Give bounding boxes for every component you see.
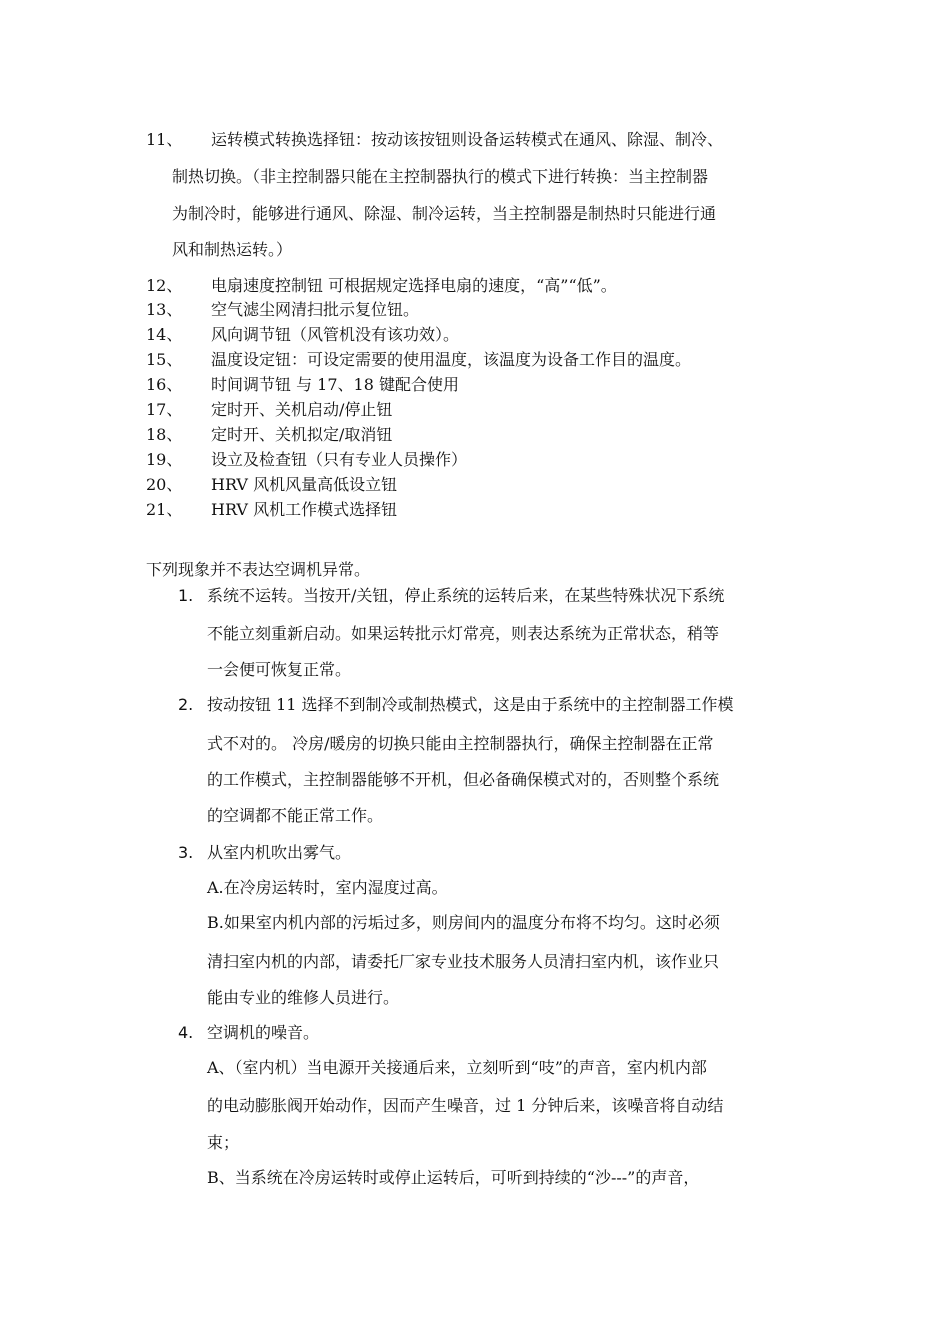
list-text-line: 不能立刻重新启动。如果运转批示灯常亮，则表达系统为正常状态，稍等 xyxy=(207,624,720,643)
item-text-line: 运转模式转换选择钮：按动该按钮则设备运转模式在通风、除湿、制冷、 xyxy=(211,130,724,149)
item-number: 14、 xyxy=(146,325,183,344)
item-text: HRV 风机风量高低设立钮 xyxy=(211,475,398,494)
item-text: 时间调节钮 与 17、18 键配合使用 xyxy=(211,375,459,394)
list-text-line: 从室内机吹出雾气。 xyxy=(207,843,352,862)
sub-item-text: 束； xyxy=(207,1133,240,1152)
item-number: 18、 xyxy=(146,425,183,444)
sub-item-text: B、当系统在冷房运转时或停止运转后，可听到持续的“沙---”的声音， xyxy=(207,1168,700,1187)
item-number: 16、 xyxy=(146,375,183,394)
sub-item-text: 能由专业的维修人员进行。 xyxy=(207,988,400,1007)
item-number: 21、 xyxy=(146,500,183,519)
sub-item-text: A.在冷房运转时，室内湿度过高。 xyxy=(207,878,448,897)
list-text-line: 空调机的噪音。 xyxy=(207,1023,320,1042)
item-text: 电扇速度控制钮 可根据规定选择电扇的速度，“高”“低”。 xyxy=(211,276,617,295)
sub-item-text: 清扫室内机的内部，请委托厂家专业技术服务人员清扫室内机，该作业只 xyxy=(207,952,720,971)
item-text: 温度设定钮：可设定需要的使用温度，该温度为设备工作目的温度。 xyxy=(211,350,692,369)
item-text-line: 为制冷时，能够进行通风、除湿、制冷运转，当主控制器是制热时只能进行通 xyxy=(172,204,717,223)
item-number: 15、 xyxy=(146,350,183,369)
item-text-line: 风和制热运转。） xyxy=(172,240,293,259)
item-text: 定时开、关机拟定/取消钮 xyxy=(211,425,393,444)
list-number: 3. xyxy=(178,843,194,862)
list-number: 1. xyxy=(178,586,194,605)
item-number: 19、 xyxy=(146,450,183,469)
list-number: 2. xyxy=(178,695,194,714)
item-number: 12、 xyxy=(146,276,183,295)
list-number: 4. xyxy=(178,1023,194,1042)
item-text: 设立及检查钮（只有专业人员操作） xyxy=(211,450,468,469)
sub-item-text: 的电动膨胀阀开始动作，因而产生噪音，过 1 分钟后来，该噪音将自动结 xyxy=(207,1096,724,1115)
list-text-line: 的工作模式，主控制器能够不开机，但必备确保模式对的，否则整个系统 xyxy=(207,770,720,789)
item-number: 17、 xyxy=(146,400,183,419)
item-text: 定时开、关机启动/停止钮 xyxy=(211,400,393,419)
list-text-line: 的空调都不能正常工作。 xyxy=(207,806,384,825)
item-number: 13、 xyxy=(146,300,183,319)
list-text-line: 一会便可恢复正常。 xyxy=(207,660,352,679)
item-text: 空气滤尘网清扫批示复位钮。 xyxy=(211,300,420,319)
item-text-line: 制热切换。（非主控制器只能在主控制器执行的模式下进行转换：当主控制器 xyxy=(172,167,709,186)
item-text: HRV 风机工作模式选择钮 xyxy=(211,500,398,519)
sub-item-text: B.如果室内机内部的污垢过多，则房间内的温度分布将不均匀。这时必须 xyxy=(207,913,720,932)
section-intro: 下列现象并不表达空调机异常。 xyxy=(146,560,371,579)
list-text-line: 按动按钮 11 选择不到制冷或制热模式，这是由于系统中的主控制器工作模 xyxy=(207,695,734,714)
list-text-line: 系统不运转。当按开/关钮，停止系统的运转后来，在某些特殊状况下系统 xyxy=(207,586,725,605)
list-text-line: 式不对的。 冷房/暖房的切换只能由主控制器执行，确保主控制器在正常 xyxy=(207,734,714,753)
item-number: 11、 xyxy=(146,130,183,149)
item-number: 20、 xyxy=(146,475,183,494)
sub-item-text: A、（室内机）当电源开关接通后来，立刻听到“吱”的声音，室内机内部 xyxy=(207,1058,707,1077)
item-text: 风向调节钮（风管机没有该功效）。 xyxy=(211,325,460,344)
